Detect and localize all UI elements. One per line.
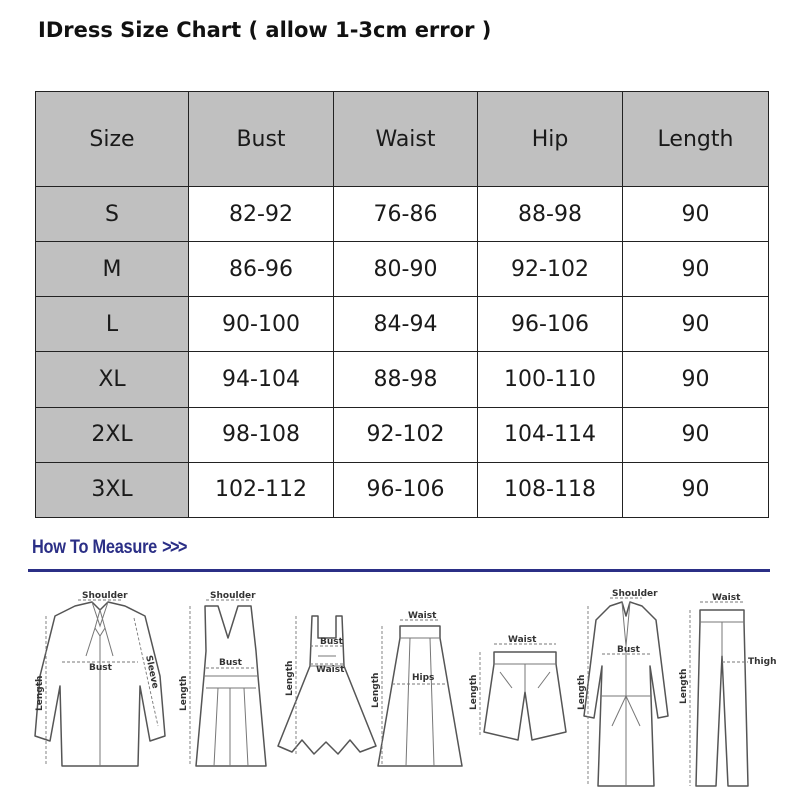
column-header-bust: Bust bbox=[189, 92, 334, 187]
column-header-hip: Hip bbox=[478, 92, 623, 187]
bust-cell: 102-112 bbox=[189, 462, 334, 517]
length-label: Length bbox=[179, 675, 189, 711]
shoulder-label: Shoulder bbox=[82, 591, 128, 601]
length-label: Length bbox=[285, 660, 295, 696]
table-row bbox=[36, 297, 769, 352]
shoulder-label: Shoulder bbox=[612, 589, 658, 599]
length-cell: 90 bbox=[623, 407, 769, 462]
table-header-row bbox=[36, 92, 769, 187]
waist-cell: 76-86 bbox=[334, 187, 478, 242]
skirt-icon bbox=[371, 611, 462, 766]
sundress-icon bbox=[278, 616, 376, 754]
bust-label: Bust bbox=[320, 637, 343, 647]
how-to-measure-heading bbox=[32, 537, 186, 559]
waist-cell: 84-94 bbox=[334, 297, 478, 352]
bust-cell: 82-92 bbox=[189, 187, 334, 242]
waist-cell: 88-98 bbox=[334, 352, 478, 407]
section-divider bbox=[28, 569, 770, 572]
hip-cell: 92-102 bbox=[478, 242, 623, 297]
measurement-illustrations bbox=[0, 576, 800, 800]
hip-cell: 104-114 bbox=[478, 407, 623, 462]
how-to-measure-label: How To Measure bbox=[32, 537, 158, 558]
length-label: Length bbox=[577, 674, 587, 710]
hip-cell: 96-106 bbox=[478, 297, 623, 352]
bust-cell: 90-100 bbox=[189, 297, 334, 352]
sleeve-label: Sleeve bbox=[143, 654, 160, 690]
hip-cell: 108-118 bbox=[478, 462, 623, 517]
bust-label: Bust bbox=[617, 645, 640, 655]
length-label: Length bbox=[371, 672, 381, 708]
tank-top-icon bbox=[179, 591, 266, 766]
size-cell: 2XL bbox=[36, 407, 189, 462]
length-label: Length bbox=[35, 675, 45, 711]
waist-cell: 96-106 bbox=[334, 462, 478, 517]
table-row bbox=[36, 187, 769, 242]
length-cell: 90 bbox=[623, 242, 769, 297]
size-cell: M bbox=[36, 242, 189, 297]
coat-icon bbox=[577, 589, 668, 786]
waist-label: Waist bbox=[408, 611, 437, 621]
triple-chevron-icon: >>> bbox=[162, 537, 186, 558]
shorts-icon bbox=[469, 635, 566, 740]
table-row bbox=[36, 407, 769, 462]
table-row bbox=[36, 352, 769, 407]
trousers-icon bbox=[679, 593, 776, 786]
length-label: Length bbox=[679, 668, 689, 704]
column-header-length: Length bbox=[623, 92, 769, 187]
size-chart-table bbox=[35, 91, 769, 518]
table-row bbox=[36, 242, 769, 297]
length-cell: 90 bbox=[623, 352, 769, 407]
bust-cell: 86-96 bbox=[189, 242, 334, 297]
thigh-label: Thigh bbox=[748, 657, 777, 667]
hip-cell: 100-110 bbox=[478, 352, 623, 407]
size-cell: 3XL bbox=[36, 462, 189, 517]
bust-cell: 94-104 bbox=[189, 352, 334, 407]
shoulder-label: Shoulder bbox=[210, 591, 256, 601]
waist-label: Waist bbox=[508, 635, 537, 645]
length-cell: 90 bbox=[623, 462, 769, 517]
hip-cell: 88-98 bbox=[478, 187, 623, 242]
bust-label: Bust bbox=[89, 663, 112, 673]
length-cell: 90 bbox=[623, 297, 769, 352]
waist-cell: 80-90 bbox=[334, 242, 478, 297]
bust-cell: 98-108 bbox=[189, 407, 334, 462]
size-cell: S bbox=[36, 187, 189, 242]
waist-label: Waist bbox=[316, 665, 345, 675]
column-header-size: Size bbox=[36, 92, 189, 187]
table-row bbox=[36, 462, 769, 517]
blouse-icon bbox=[35, 591, 165, 766]
column-header-waist: Waist bbox=[334, 92, 478, 187]
waist-cell: 92-102 bbox=[334, 407, 478, 462]
size-cell: XL bbox=[36, 352, 189, 407]
waist-label: Waist bbox=[712, 593, 741, 603]
length-cell: 90 bbox=[623, 187, 769, 242]
length-label: Length bbox=[469, 674, 479, 710]
bust-label: Bust bbox=[219, 658, 242, 668]
hips-label: Hips bbox=[412, 673, 435, 683]
size-cell: L bbox=[36, 297, 189, 352]
page-title: IDress Size Chart ( allow 1-3cm error ) bbox=[38, 18, 492, 42]
